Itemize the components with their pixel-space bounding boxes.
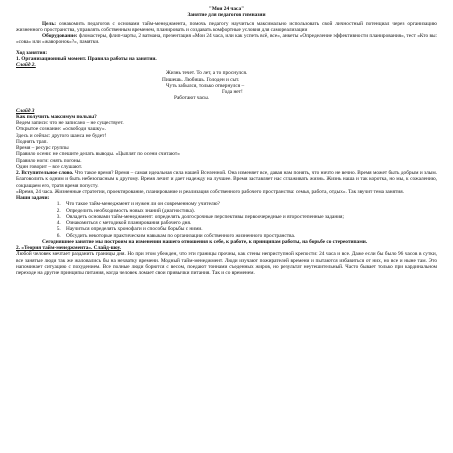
closing-paragraph: Сегодняшнее занятие мы построим на изменении нашего отношения к себе, к работе, к принципам работы, на борьбе со стереотипами. [42,238,368,245]
rule-item: Время – ресурс группы [16,145,69,151]
slide-3-heading: Как получить максимум пользы? [16,113,97,120]
tasks-list [16,201,437,239]
task-item: 6. Обсудить некоторые практическим навыкам по организации собственного жизненного пространства. [62,233,437,239]
document-title: "Мои 24 часа" [208,6,245,12]
section-3-paragraph: Любой человек мечтает разданить границы дня. Но при этом убежден, что эти границы прочны, как стены неприступной крепости: 24 часа и все. Даже если бы было 96 часов в сутки, все занятые люди так же жаловались бы на нехватку времени. Модный тайм-менеджмент. Люди изучают пожирателей времени и пытаются избавиться от них, но все и ныне там. Это напоминает ситуацию с похудением. Все полные люди борются с весом, поедают тоннами съеденных жиров, но результат неутешительный. Часто бывает только при кардинальном переходе на другие принципы питания, когда человек ломает свои привычки питания. Так и со временем. [16,251,437,276]
goal-label: Цель: [42,20,57,27]
poem-line: Года нет! [222,89,243,95]
task-item: 3. Овладеть основами тайм-менеджмент: определять долгосрочные перспективы первоочередные и второстепенные задания; [62,214,437,220]
rule-item: Правило осени: не спешите делать выводы. «Цыплят по осени считают» [16,151,180,158]
poem-line: Пишешь. Любишь. Голоден и сыт. [162,76,240,83]
poem [162,70,437,102]
slide-3-label: Слайд 3 [16,107,35,114]
task-item: 2. Определить необходимость новых знаний (диагностика). [62,208,437,214]
section-2-label: 2. Вступительное слово. [16,170,74,176]
task-item: 4. Ознакомиться с методикой планирования рабочего дня. [62,220,437,226]
poem-line: Чуть забылся, только отвернулся – [166,82,245,89]
section-2-paragraph [16,170,437,189]
poem-line: Жизнь течет. То лет, а то проснулся. [166,70,248,77]
rule-item: Один говорит – все слушают. [16,163,83,170]
rule-item: Здесь и сейчас: другого шанса не будет! [16,132,107,139]
section-1-heading: 1. Организационный момент. Правила работы на занятии. [16,55,157,62]
rule-item: Открытое сознание: «освободи чашку». [16,126,106,133]
rule-item: Поднять трап. [16,138,48,145]
rules-list [16,120,437,170]
task-item: 5. Научиться определять хронофаги и способы борьбы с ними. [62,226,437,232]
rule-item: Правило ноги: снять погоны. [16,157,82,164]
equipment-paragraph [16,33,437,46]
rule-item: Ведем записи: что не записано – не существует. [16,120,124,126]
slide-2-label: Слайд 2. [16,62,36,68]
task-item: 1. Что такое тайм-менеджмент и нужен ли он современному учителю? [62,201,437,207]
section-3-heading: 2. «Теория тайм-менеджмента». Слайд-шоу. [16,245,121,251]
goal-paragraph [16,21,437,34]
equipment-label: Оборудование: [42,33,78,39]
equipment-text: фломастеры, флип-чарты, 2 ватмана, презентация «Мои 24 часа, или как успеть всё, все», анкеты «Определение эффективности планирования», тест «Кто вы: «сова» или «жаворонок»?», памятки. [16,33,437,46]
goal-text: ознакомить педагогов с основами тайм-менеджмента, помочь педагогу научиться максимально использовать свой личностный потенциал через организацию жизненного пространства, управлять собственным временем, планировать и создавать комфортные условия для самореализации [16,20,437,33]
document-subtitle: Занятие для педагогов гимназии [187,12,266,19]
section-2-text: Что такое время? Время – самая идеальная сила нашей Вселенной. Она изменяет все, давая нам понять, что ничто не вечно. Время может быть добрым и злым. Благоволить к одним и быть небезопасным к другому. Время лечит и дает надежду на лучшее. Время заставляет нас сглаживать жизнь. Жизнь наша и так коротка, но мы, к сожалению, сокращаем его, тратя время попусту. [16,170,437,189]
progress-label: Ход занятия: [16,49,48,56]
quote-paragraph: «Время, 24 часа. Жизненные стратегии, проектирование, планирование и реализация собственного рабочего пространства: семья, работа, отдых». Так звучит тема занятия. [16,188,404,195]
poem-line: Работают часы. [174,95,210,102]
tasks-label: Наши задачи: [16,195,50,201]
